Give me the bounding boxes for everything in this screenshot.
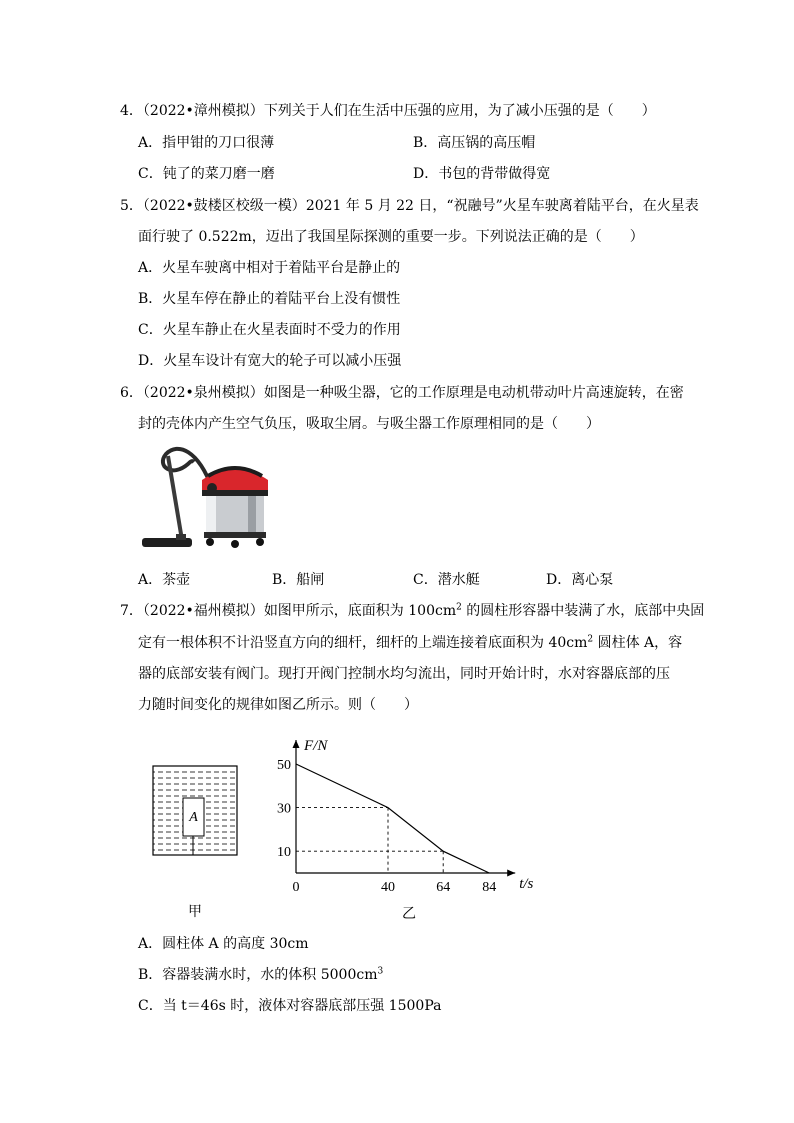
question-7-stem-line2: [138, 633, 682, 653]
option-text: B．容器装满水时，水的体积 5000cm: [138, 967, 378, 983]
question-6-stem-line1: [120, 383, 684, 403]
question-source: （2022•福州模拟）: [142, 603, 264, 619]
y-axis-label: F/N: [304, 738, 328, 754]
question-text: 如图甲所示，底面积为 100cm: [263, 603, 457, 619]
q4-option-c: C．钝了的菜刀磨一磨: [138, 166, 275, 182]
question-text: 下列关于人们在生活中压强的应用，为了减小压强的是（ ）: [263, 103, 656, 119]
question-7-stem-line4: 力随时间变化的规律如图乙所示。则（ ）: [138, 697, 418, 713]
figure-right-caption: 乙: [402, 906, 416, 922]
question-text: 的圆柱形容器中装满了水，底部中央固: [461, 603, 705, 619]
x-tick-label: 84: [482, 880, 497, 895]
superscript: 3: [377, 966, 384, 977]
question-text: 2021 年 5 月 22 日，“祝融号”火星车驶离着陆平台，在火星表: [305, 198, 699, 214]
question-6-stem-line2: 封的壳体内产生空气负压，吸取尘屑。与吸尘器工作原理相同的是（ ）: [138, 416, 600, 432]
q6-option-c: C．潜水艇: [413, 572, 480, 588]
q5-option-a: A．火星车驶离中相对于着陆平台是静止的: [138, 260, 401, 276]
question-7-stem-line3: 器的底部安装有阀门。现打开阀门控制水均匀流出，同时开始计时，水对容器底部的压: [138, 666, 670, 682]
question-7-stem-line1: [120, 601, 704, 621]
q5-option-d: D．火星车设计有宽大的轮子可以减小压强: [138, 353, 402, 369]
x-axis-label: t/s: [519, 876, 534, 892]
x-tick-label: 0: [292, 880, 300, 895]
question-text: 定有一根体积不计沿竖直方向的细杆，细杆的上端连接着底面积为 40cm: [138, 635, 588, 651]
q7-option-a: A．圆柱体 A 的高度 30cm: [138, 936, 309, 952]
question-source: （2022•泉州模拟）: [142, 385, 264, 401]
question-number: 5．: [120, 198, 143, 214]
x-tick-label: 40: [381, 880, 395, 895]
q5-option-c: C．火星车静止在火星表面时不受力的作用: [138, 322, 401, 338]
question-4-stem: [120, 101, 656, 121]
q6-option-b: B．船闸: [272, 572, 325, 588]
force-time-chart: [270, 725, 534, 895]
q6-option-d: D．离心泵: [546, 572, 614, 588]
q4-option-b: B．高压锅的高压帽: [413, 135, 536, 151]
question-5-stem-line2: 面行驶了 0.522m，迈出了我国星际探测的重要一步。下列说法正确的是（ ）: [138, 229, 644, 245]
x-axis-arrow: [507, 870, 515, 877]
superscript: 2: [587, 634, 594, 645]
x-tick-label: 64: [436, 880, 451, 895]
question-source: （2022•鼓楼区校级一模）: [142, 198, 306, 214]
q7-option-c: C．当 t＝46s 时，液体对容器底部压强 1500Pa: [138, 998, 442, 1014]
q7-option-b: [138, 965, 383, 985]
cylinder-a-label: A: [189, 810, 198, 825]
q4-option-a: A．指甲钳的刀口很薄: [138, 135, 275, 151]
figure-left-caption: 甲: [188, 904, 202, 920]
question-source: （2022•漳州模拟）: [142, 103, 264, 119]
question-number: 7．: [120, 603, 143, 619]
superscript: 2: [456, 602, 462, 613]
figure-container-diagram: [150, 763, 240, 858]
y-tick-label: 30: [277, 801, 291, 817]
q6-option-a: A．茶壶: [138, 572, 191, 588]
question-text: 如图是一种吸尘器，它的工作原理是电动机带动叶片高速旋转，在密: [263, 385, 684, 401]
question-text: 圆柱体 A，容: [593, 635, 683, 651]
series-line: [296, 764, 489, 873]
question-number: 4．: [120, 103, 143, 119]
question-5-stem-line1: [120, 196, 699, 216]
y-tick-label: 10: [277, 845, 291, 861]
question-number: 6．: [120, 385, 143, 401]
y-axis-arrow: [293, 740, 300, 748]
q4-option-d: D．书包的背带做得宽: [413, 166, 551, 182]
y-tick-label: 50: [277, 758, 291, 773]
q5-option-b: B．火星车停在静止的着陆平台上没有惯性: [138, 291, 401, 307]
vacuum-cleaner-image: [138, 440, 278, 565]
